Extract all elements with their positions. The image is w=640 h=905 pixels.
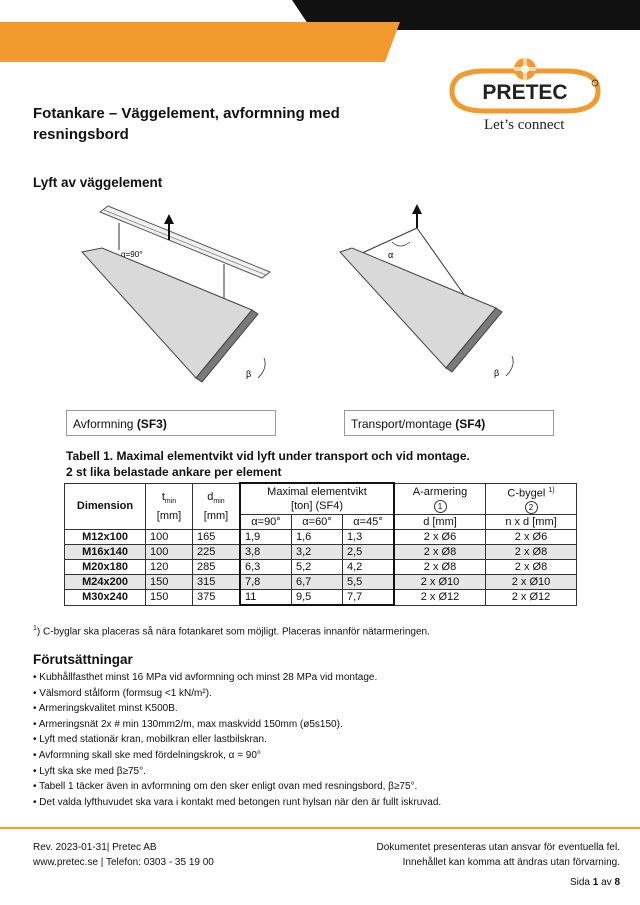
header-maxweight: Maximal elementvikt [ton] (SF4) bbox=[240, 483, 394, 515]
header-dimension: Dimension bbox=[65, 483, 146, 530]
header-tmin: $t_{min}$ [mm] bbox=[146, 483, 193, 530]
header-a-armering: A-armering 1 bbox=[394, 483, 486, 515]
list-item: • Tabell 1 täcker även in avformning om den sker enligt ovan med resningsbord, β≥75°. bbox=[33, 779, 441, 795]
wall-panel bbox=[82, 248, 258, 382]
section-heading-lift: Lyft av väggelement bbox=[33, 175, 163, 190]
footnote: $^1$) C-byglar ska placeras så nära fotankaret som möjligt. Placeras innanför nätarmeringen. bbox=[33, 625, 430, 638]
footer-revision: Rev. 2023-01-31| Pretec AB bbox=[33, 842, 157, 853]
figure-transport bbox=[330, 200, 530, 400]
footer-right bbox=[377, 840, 620, 870]
lift-arrow bbox=[412, 204, 422, 228]
list-item: • Avformning skall ske med fördelningskrok, α = 90° bbox=[33, 748, 441, 764]
list-item: • Armeringskvalitet minst K500B. bbox=[33, 701, 441, 717]
requirements-list bbox=[33, 670, 441, 810]
table-row: M20x180 120 285 6,3 5,2 4,2 2 x Ø8 2 x Ø8 bbox=[65, 560, 577, 575]
table-row: M16x140 100 225 3,8 3,2 2,5 2 x Ø8 2 x Ø8 bbox=[65, 545, 577, 560]
header-c-bygel: C-bygel $^{1)}$ 2 bbox=[486, 483, 577, 515]
wall-panel bbox=[340, 248, 502, 372]
anchor-table bbox=[64, 482, 577, 606]
list-item: • Armeringsnät 2x # min 130mm2/m, max maskvidd 150mm (ø5s150). bbox=[33, 717, 441, 733]
header-a-unit: d [mm] bbox=[394, 515, 486, 530]
page-title: Fotankare – Väggelement, avformning med resningsbord bbox=[33, 105, 340, 143]
list-item: • Kubhållfasthet minst 16 MPa vid avformning och minst 28 MPa vid montage. bbox=[33, 670, 441, 686]
header-c-unit: n x d [mm] bbox=[486, 515, 577, 530]
table-row: M12x100 100 165 1,9 1,6 1,3 2 x Ø6 2 x Ø6 bbox=[65, 530, 577, 545]
footer-disclaimer-2: Innehållet kan komma att ändras utan förvarning. bbox=[402, 857, 620, 868]
caption-stripping: Avformning (SF3) bbox=[66, 410, 276, 436]
list-item: • Välsmord stålform (formsug <1 kN/m²). bbox=[33, 686, 441, 702]
angle-label: α bbox=[388, 250, 394, 260]
table-subcaption: 2 st lika belastade ankare per element bbox=[66, 465, 282, 479]
beta-label: β bbox=[246, 369, 252, 379]
footer-contact: www.pretec.se | Telefon: 0303 - 35 19 00 bbox=[33, 857, 214, 868]
header-a45: α=45° bbox=[343, 515, 395, 530]
footer-left bbox=[33, 840, 214, 870]
beta-label: β bbox=[494, 368, 500, 378]
table-row: M24x200 150 315 7,8 6,7 5,5 2 x Ø10 2 x Ø10 bbox=[65, 575, 577, 590]
angle-label: α=90° bbox=[121, 250, 143, 259]
footer-disclaimer: Dokumentet presenteras utan ansvar för eventuella fel. bbox=[376, 842, 620, 853]
header-a60: α=60° bbox=[292, 515, 343, 530]
list-item: • Det valda lyfthuvudet ska vara i kontakt med betongen runt hylsan när den är fullt iskruvad. bbox=[33, 795, 441, 811]
tagline: Let’s connect bbox=[484, 117, 565, 133]
header-band bbox=[0, 0, 640, 62]
table-caption: Tabell 1. Maximal elementvikt vid lyft under transport och vid montage. bbox=[66, 449, 470, 463]
list-item: • Lyft ska ske med β≥75°. bbox=[33, 764, 441, 780]
section-heading-requirements: Förutsättningar bbox=[33, 652, 133, 667]
footer-divider bbox=[0, 827, 640, 829]
table-row: M30x240 150 375 11 9,5 7,7 2 x Ø12 2 x Ø12 bbox=[65, 590, 577, 606]
header-dmin: $d_{min}$ [mm] bbox=[193, 483, 241, 530]
caption-transport: Transport/montage (SF4) bbox=[344, 410, 554, 436]
figure-stripping bbox=[62, 200, 292, 400]
list-item: • Lyft med stationär kran, mobilkran eller lastbilskran. bbox=[33, 732, 441, 748]
header-a90: α=90° bbox=[240, 515, 292, 530]
page-number: Sida 1 av 8 bbox=[569, 877, 620, 888]
logo-text: PRETEC bbox=[482, 81, 568, 104]
